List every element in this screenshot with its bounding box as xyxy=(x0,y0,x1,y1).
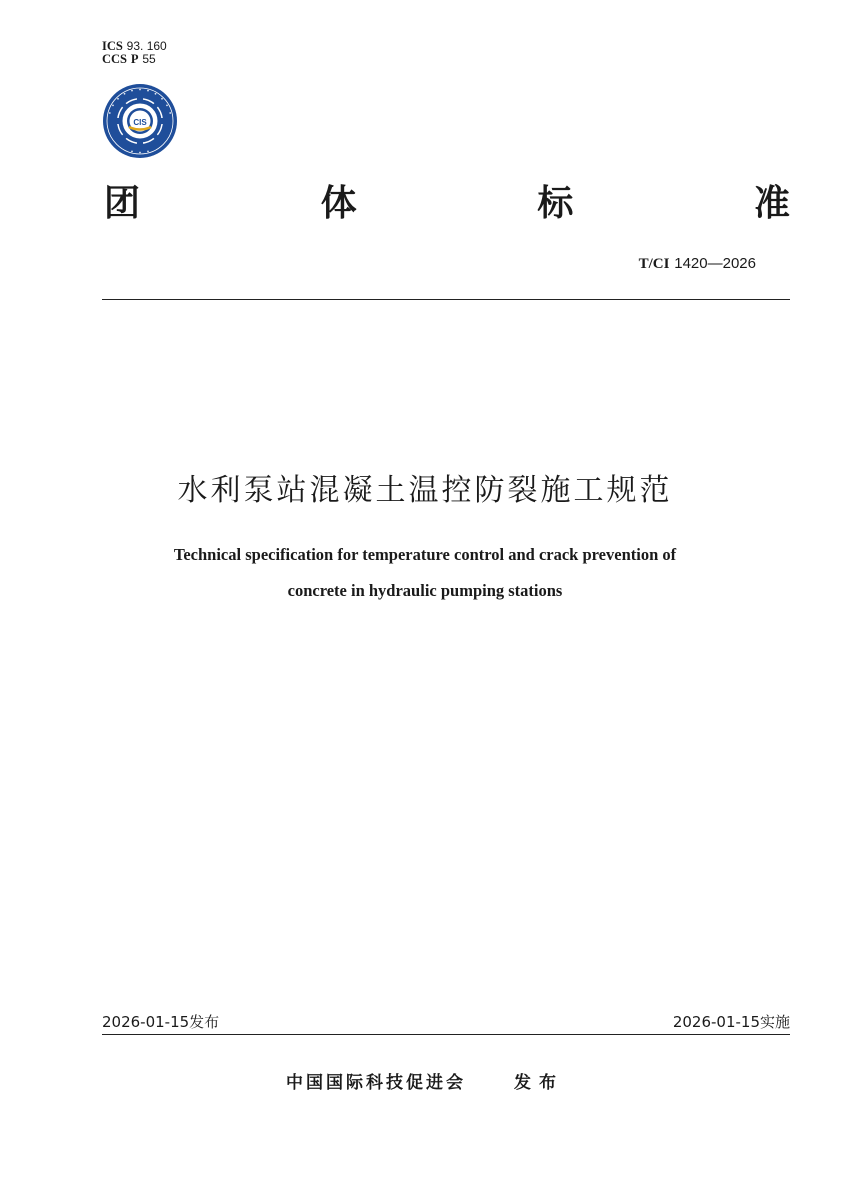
publisher-line xyxy=(0,1068,850,1093)
ccs-value-letter: P xyxy=(130,52,139,66)
standard-number-prefix: T/CI xyxy=(638,256,670,272)
cis-logo xyxy=(102,83,178,159)
standard-number xyxy=(639,254,756,273)
ccs-code xyxy=(102,53,167,66)
chinese-title: 水利泵站混凝土温控防裂施工规范 xyxy=(177,473,673,508)
issue-date: 2026-01-15发布 xyxy=(102,1013,220,1031)
standard-type-char: 标 xyxy=(537,182,574,224)
ccs-value: 55 xyxy=(142,52,156,66)
standard-type-char: 体 xyxy=(320,182,357,224)
english-title xyxy=(60,537,790,609)
top-divider xyxy=(102,299,790,300)
standard-number-value: 1420—2026 xyxy=(674,255,756,272)
english-title-line: Technical specification for temperature control and crack prevention of xyxy=(173,545,677,564)
ics-value: 93. 160 xyxy=(126,39,167,53)
standard-type-char: 准 xyxy=(753,182,790,224)
publisher-action: 发布 xyxy=(513,1073,564,1093)
bottom-divider xyxy=(102,1034,790,1035)
standard-type-char: 团 xyxy=(104,182,141,224)
implementation-date: 2026-01-15实施 xyxy=(672,1013,790,1031)
english-title-line: concrete in hydraulic pumping stations xyxy=(287,581,563,600)
standard-type-heading xyxy=(104,172,790,228)
ics-label: ICS xyxy=(102,39,123,53)
ccs-label: CCS xyxy=(102,52,128,66)
logo-text: CIS xyxy=(133,118,147,127)
publisher-organization: 中国国际科技促进会 xyxy=(286,1073,467,1093)
classification-codes xyxy=(102,40,167,66)
